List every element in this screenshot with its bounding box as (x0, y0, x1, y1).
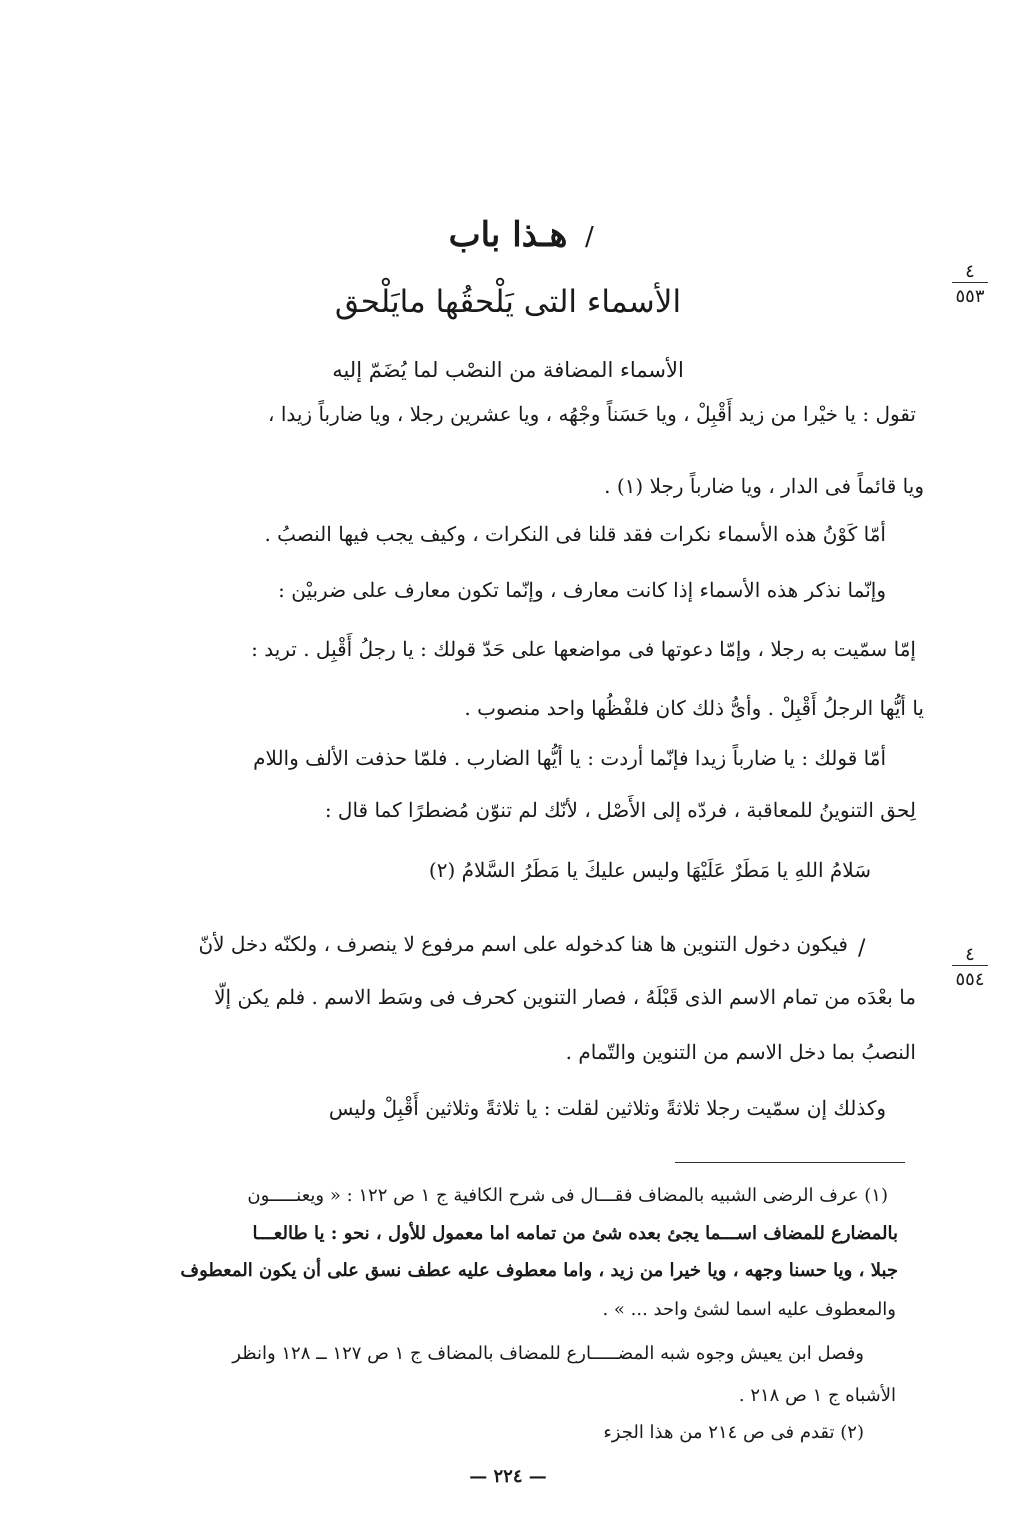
footnote-line: جبلا ، ويا حسنا وجهه ، ويا خيرا من زيد ، واما معطوف عليه عطف نسق على أن يكون المعطوف (180, 1260, 898, 1281)
slash-mark: / (858, 936, 866, 961)
body-line: إمّا سمّيت به رجلا ، وإمّا دعوتها فى مواضعها على حَدّ قولك : يا رجلُ أَقْبِل . تريد : (251, 637, 916, 661)
body-line: ويا قائماً فى الدار ، ويا ضارباً رجلا (١) . (604, 474, 924, 498)
margin-note-page: ٥٥٣ (955, 285, 985, 307)
footnote-line: (١) عرف الرضى الشبيه بالمضاف فقـــال فى شرح الكافية ج ١ ص ١٢٢ : « ويعنـــــون (247, 1185, 888, 1206)
footnote-line: الأشباه ج ١ ص ٢١٨ . (738, 1385, 896, 1406)
section-title: الأسماء التى يَلْحقُها مايَلْحق (334, 284, 682, 320)
body-line: يا أيُّها الرجلُ أَقْبِلْ . وأىُّ ذلك كان فلفْظُها واحد منصوب . (464, 696, 924, 720)
body-line: لِحق التنوينُ للمعاقبة ، فردّه إلى الأَصْل ، لأنّك لم تنوّن مُضطرًا كما قال : (324, 798, 916, 822)
body-line: أمّا كَوْنُ هذه الأسماء نكرات فقد قلنا فى النكرات ، وكيف يجب فيها النصبُ . (264, 522, 886, 546)
footnote-divider (675, 1162, 905, 1163)
margin-note-volume: ٤ (952, 262, 988, 283)
verse-line: سَلامُ اللهِ يا مَطَرٌ عَلَيْهَا وليس عليكَ يا مَطَرُ السَّلامُ (٢) (428, 858, 871, 882)
body-line: ما بعْدَه من تمام الاسم الذى قَبْلَهُ ، فصار التنوين كحرف فى وسَط الاسم . فلم يكن إلّا (214, 985, 916, 1009)
body-line: تقول : يا خيْرا من زيد أَقْبِلْ ، ويا حَسَناً وجْهُه ، ويا عشرين رجلا ، ويا ضارباً زيدا ، (268, 402, 916, 426)
body-line: النصبُ بما دخل الاسم من التنوين والتّمام . (565, 1040, 916, 1064)
slash-mark: / (585, 222, 594, 252)
section-subtitle: الأسماء المضافة من النصْب لما يُضَمّ إليه (332, 358, 684, 382)
body-line: أمّا قولك : يا ضارباً زيدا فإنّما أردت : يا أيُّها الضارب . فلمّا حذفت الألف واللام (253, 746, 886, 770)
body-line: وإنّما نذكر هذه الأسماء إذا كانت معارف ، وإنّما تكون معارف على ضربيْن : (278, 578, 886, 602)
chapter-title: هـذا باب (448, 215, 568, 255)
footnote-line: والمعطوف عليه اسما لشئ واحد ... » . (602, 1299, 896, 1320)
margin-note-volume: ٤ (952, 945, 988, 966)
footnote-line: وفصل ابن يعيش وجوه شبه المضـــــارع للمضاف بالمضاف ج ١ ص ١٢٧ ــ ١٢٨ وانظر (232, 1343, 864, 1364)
footnote-line: بالمضارع للمضاف اســـما يجئ بعده شئ من تمامه اما معمول للأول ، نحو : يا طالعـــا (252, 1223, 898, 1244)
footnote-line: (٢) تقدم فى ص ٢١٤ من هذا الجزء (603, 1422, 864, 1443)
margin-note (938, 262, 1002, 307)
margin-note-page: ٥٥٤ (955, 968, 985, 990)
page-number: — ٢٢٤ — (469, 1466, 547, 1487)
margin-note (938, 945, 1002, 990)
body-line: فيكون دخول التنوين ها هنا كدخوله على اسم مرفوع لا ينصرف ، ولكنّه دخل لأنّ (198, 932, 848, 956)
body-line: وكذلك إن سمّيت رجلا ثلاثةً وثلاثين لقلت : يا ثلاثةً وثلاثين أَقْبِلْ وليس (328, 1096, 886, 1120)
